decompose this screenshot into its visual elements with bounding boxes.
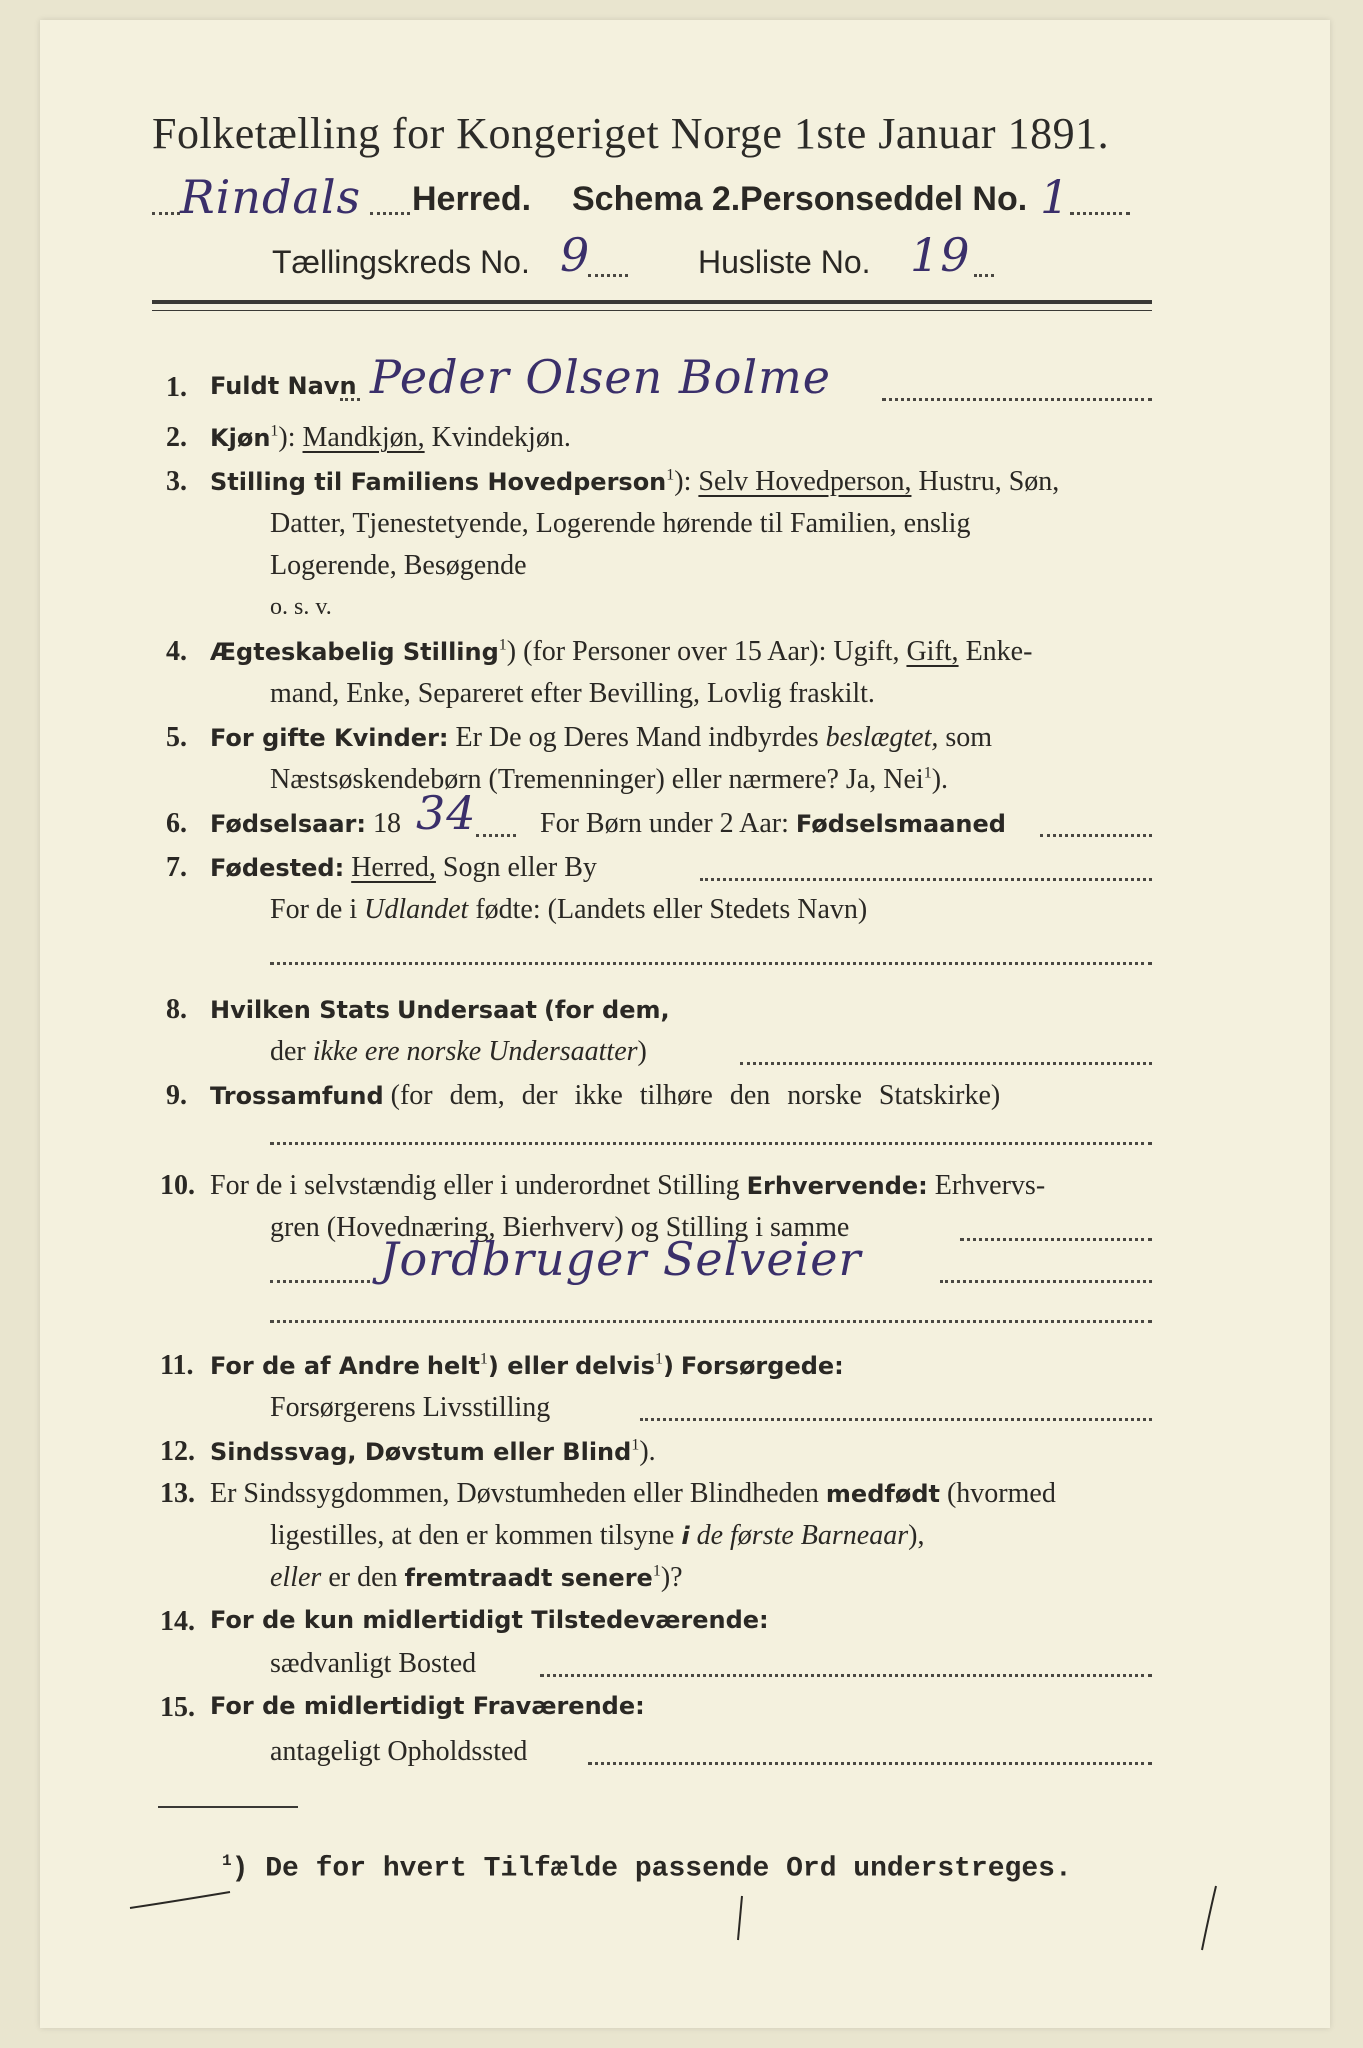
q7-dots-a (700, 878, 1152, 881)
q3-sup: 1 (666, 466, 675, 484)
q3-sep: ): (674, 466, 692, 497)
q1-label: Fuldt Navn (210, 372, 357, 400)
q7-line2-italic: Udlandet (364, 894, 469, 925)
q7-line2a: For de i (270, 894, 358, 925)
pen-mark-right (1190, 1880, 1230, 1960)
q11-sup1: 1 (479, 1350, 488, 1368)
q3-line4: o. s. v. (270, 594, 332, 620)
q12-end: ). (639, 1436, 656, 1467)
q2-sep: ): (278, 422, 296, 453)
q8-line2-italic: ikke ere norske Undersaatter (312, 1036, 638, 1067)
q6-value: 34 (416, 786, 477, 840)
q13-line1 (210, 1478, 1056, 1510)
q4-number: 4. (166, 636, 187, 667)
husliste-label: Husliste No. (698, 244, 871, 280)
q6-prefix: 18 (373, 808, 401, 839)
pen-mark-left (120, 1880, 240, 1920)
q4-line1 (210, 636, 1032, 668)
q3-rest1: Hustru, Søn, (918, 466, 1060, 497)
q11-e: ) (662, 1352, 674, 1380)
q2-label: Kjøn (210, 424, 271, 452)
footnote-rule (158, 1806, 298, 1808)
q6-label: Fødselsaar: (210, 810, 366, 838)
q5-end: som (945, 722, 993, 753)
q8-number: 8. (166, 994, 187, 1025)
census-form (40, 20, 1330, 2028)
q3-line1 (210, 466, 1059, 498)
husliste-value: 19 (910, 228, 971, 282)
q8-line2b: ) (637, 1036, 647, 1067)
q10-value: Jordbruger Selveier (380, 1232, 862, 1286)
q12-sup: 1 (631, 1436, 640, 1454)
q10-text: For de i selvstændig eller i underordnet Stilling (210, 1170, 740, 1201)
q5-line2-text: Næstsøskendebørn (Tremenninger) eller nærmere? Ja, Nei (270, 764, 924, 795)
q9-line1 (210, 1080, 1000, 1112)
q2-option-kvindekjon: Kvindekjøn. (431, 422, 571, 453)
herred-dots (152, 212, 180, 215)
q14-number: 14. (160, 1606, 195, 1637)
q10-bold: Erhvervende: (746, 1172, 928, 1200)
q5-number: 5. (166, 722, 187, 753)
q11-c: ) eller (487, 1352, 569, 1380)
personseddel-label: Personseddel No. (740, 180, 1028, 218)
q7-line1 (210, 852, 597, 884)
q4-end: Enke- (965, 636, 1033, 667)
q13-line3b: er den (328, 1562, 398, 1593)
q5-sup: 1 (923, 764, 932, 782)
q11-sup2: 1 (654, 1350, 663, 1368)
q11-b: helt (426, 1352, 480, 1380)
form-title: Folketælling for Kongeriget Norge 1ste Januar 1891. (152, 109, 1110, 158)
q13-a: Er Sindssygdommen, Døvstumheden eller Blindheden (210, 1478, 819, 1509)
q1-dots-a (340, 398, 360, 401)
kreds-label: Tællingskreds No. (272, 244, 530, 280)
q11-number: 11. (160, 1350, 194, 1381)
q13-sup: 1 (652, 1562, 661, 1580)
q11-a: For de af Andre (210, 1352, 420, 1380)
q10-line1 (210, 1170, 1045, 1202)
q8-label-b: Undersaat (396, 996, 537, 1024)
q12-line (210, 1436, 656, 1468)
q7-option-herred: Herred, (351, 852, 436, 883)
q11-dots (640, 1418, 1152, 1421)
q3-option-selv: Selv Hovedperson, (698, 466, 912, 497)
kreds-value: 9 (560, 228, 591, 282)
header-rule-thin (152, 310, 1152, 311)
q11-line1 (210, 1350, 844, 1382)
q13-b: medfødt (825, 1480, 940, 1508)
q7-dots-b (270, 962, 1152, 965)
q15-dots (588, 1762, 1152, 1765)
q10-dots-d (270, 1320, 1152, 1323)
q14-line2: sædvanligt Bosted (270, 1648, 477, 1679)
q6-dots-b (1040, 834, 1152, 837)
q3-line2: Datter, Tjenestetyende, Logerende hørende til Familien, enslig (270, 508, 971, 539)
q1-value: Peder Olsen Bolme (370, 350, 831, 404)
q13-line2 (270, 1520, 924, 1552)
q6-number: 6. (166, 808, 187, 839)
q8-line2a: der (270, 1036, 306, 1067)
q8-rest: (for dem, (543, 996, 670, 1024)
q4-mid: ) (for Personer over 15 Aar): Ugift, (506, 636, 900, 667)
q13-line2b: i (681, 1522, 690, 1550)
q9-number: 9. (166, 1080, 187, 1111)
q3-label: Stilling til Familiens Hovedperson (210, 468, 667, 496)
q7-line2 (270, 894, 867, 926)
q5-line1 (210, 722, 992, 754)
q13-line2c: de første Barneaar (696, 1520, 909, 1551)
q13-line2d: ), (908, 1520, 925, 1551)
header-rule-thick (152, 300, 1152, 304)
q5-label: For gifte Kvinder: (210, 724, 449, 752)
q13-line3 (270, 1562, 683, 1594)
q13-c: (hvormed (946, 1478, 1056, 1509)
q8-label: Hvilken Stats (210, 996, 390, 1024)
q2-sup: 1 (270, 422, 279, 440)
q7-number: 7. (166, 852, 187, 883)
q10-number: 10. (160, 1170, 195, 1201)
q6-text: For Børn under 2 Aar: (540, 808, 789, 839)
personseddel-dots (1070, 212, 1130, 215)
schema-label: Schema 2. (572, 180, 741, 218)
q13-line3c: fremtraadt senere (404, 1564, 653, 1592)
q8-dots (740, 1062, 1152, 1065)
q13-line3a: eller (270, 1562, 322, 1593)
footnote-text: ) De for hvert Tilfælde passende Ord understreges. (231, 1853, 1072, 1885)
q11-d: delvis (575, 1352, 655, 1380)
q13-line3d: )? (660, 1562, 683, 1593)
q10-dots-b (270, 1280, 370, 1283)
q7-label: Fødested: (210, 854, 345, 882)
q4-line2: mand, Enke, Separeret efter Bevilling, Lovlig fraskilt. (270, 678, 875, 709)
q6-line-b (540, 808, 1006, 840)
q4-label: Ægteskabelig Stilling (210, 638, 499, 666)
q10-end: Erhvervs- (934, 1170, 1046, 1201)
q11-f: Forsørgede: (680, 1352, 844, 1380)
q7-rest: Sogn eller By (442, 852, 597, 883)
q15-label: For de midlertidigt Fraværende: (210, 1692, 645, 1720)
q3-line3: Logerende, Besøgende (270, 550, 527, 581)
q5-italic: beslægtet, (825, 722, 939, 753)
q13-line2a: ligestilles, at den er kommen tilsyne (270, 1520, 675, 1551)
q11-line2: Forsørgerens Livsstilling (270, 1392, 551, 1423)
footnote (222, 1852, 1072, 1884)
q14-label: For de kun midlertidigt Tilstedeværende: (210, 1606, 769, 1634)
q15-number: 15. (160, 1692, 195, 1723)
q4-option-gift: Gift, (906, 636, 959, 667)
q5-close: ). (931, 764, 949, 795)
q10-line2: gren (Hovednæring, Bierhverv) og Stilling i samme (270, 1212, 850, 1243)
pen-mark-middle (720, 1890, 760, 1950)
q6-line (210, 808, 401, 840)
q9-rest: (for dem, der ikke tilhøre den norske Statskirke) (390, 1080, 1001, 1111)
q3-number: 3. (166, 466, 187, 497)
herred-value: Rindals (180, 170, 362, 224)
kreds-dots (588, 274, 628, 277)
q1-number: 1. (166, 372, 187, 403)
husliste-dots (974, 274, 994, 277)
q8-line2 (270, 1036, 647, 1068)
q7-line2b: fødte: (Landets eller Stedets Navn) (475, 894, 868, 925)
q13-number: 13. (160, 1478, 195, 1509)
q8-line1 (210, 994, 670, 1026)
q15-line2: antageligt Opholdssted (270, 1736, 528, 1767)
q9-label: Trossamfund (210, 1082, 384, 1110)
q1-dots-b (882, 398, 1152, 401)
q4-sup: 1 (498, 636, 507, 654)
footnote-sup: 1 (222, 1852, 232, 1870)
q12-number: 12. (160, 1436, 195, 1467)
q2-line (210, 422, 571, 454)
q10-dots-a (960, 1238, 1152, 1241)
q14-dots (540, 1674, 1152, 1677)
q6-label2: Fødselsmaaned (795, 810, 1006, 838)
q2-number: 2. (166, 422, 187, 453)
q12-label: Sindssvag, Døvstum eller Blind (210, 1438, 632, 1466)
herred-label: Herred. (412, 180, 532, 218)
q5-line2 (270, 764, 948, 796)
q9-dots (270, 1142, 1152, 1145)
q10-dots-c (940, 1280, 1152, 1283)
q5-text: Er De og Deres Mand indbyrdes (455, 722, 819, 753)
personseddel-value: 1 (1040, 170, 1071, 224)
q6-dots-a (476, 834, 516, 837)
q2-option-mandkjon: Mandkjøn, (302, 422, 425, 453)
herred-dots-2 (370, 212, 410, 215)
